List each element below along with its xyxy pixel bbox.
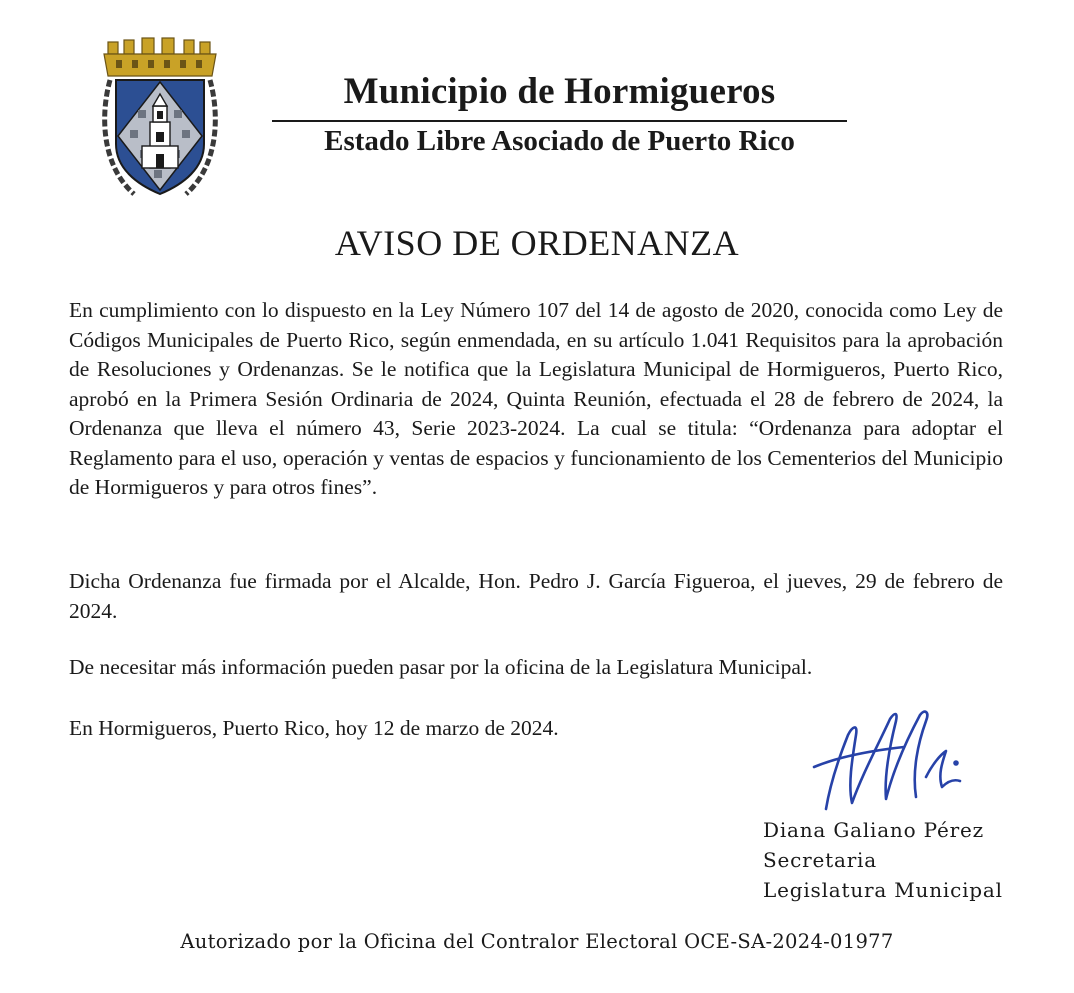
notice-paragraph-2: Dicha Ordenanza fue firmada por el Alcalde, Hon. Pedro J. García Figueroa, el jueves, 29 de febrero de 2024. [69, 569, 1003, 623]
coat-of-arms-icon [98, 36, 222, 200]
header-divider [272, 120, 847, 122]
state-subtitle: Estado Libre Asociado de Puerto Rico [324, 125, 795, 157]
handwritten-signature-icon [808, 705, 978, 815]
authorization-footer: Autorizado por la Oficina del Contralor Electoral OCE-SA-2024-01977 [180, 930, 894, 953]
signer-name: Diana Galiano Pérez [763, 818, 984, 842]
notice-paragraph-1: En cumplimiento con lo dispuesto en la Ley Número 107 del 14 de agosto de 2020, conocida como Ley de Códigos Municipales de Puerto Rico, según enmendada, en su artículo 1.041 Requisitos para la aprobación de Resoluciones y Ordenanzas. Se le notifica que la Legislatura Municipal de Hormigueros, Puerto Rico, aprobó en la Primera Sesión Ordinaria de 2024, Quinta Reunión, efectuada el 28 de febrero de 2024, la Ordenanza que lleva el número 43, Serie 2023-2024. La cual se titula: “Ordenanza para adoptar el Reglamento para el uso, operación y ventas de espacios y funcionamiento de los Cementerios del Municipio de Hormigueros y para otros fines”. [69, 298, 1003, 499]
signer-office: Legislatura Municipal [763, 878, 1003, 902]
notice-title: AVISO DE ORDENANZA [334, 223, 740, 263]
signer-position: Secretaria [763, 848, 877, 872]
crown [104, 38, 216, 76]
notice-paragraph-4: En Hormigueros, Puerto Rico, hoy 12 de marzo de 2024. [69, 716, 559, 740]
municipality-title: Municipio de Hormigueros [343, 71, 776, 112]
notice-paragraph-3: De necesitar más información pueden pasar por la oficina de la Legislatura Municipal. [69, 655, 813, 679]
signer-block [763, 815, 1003, 905]
